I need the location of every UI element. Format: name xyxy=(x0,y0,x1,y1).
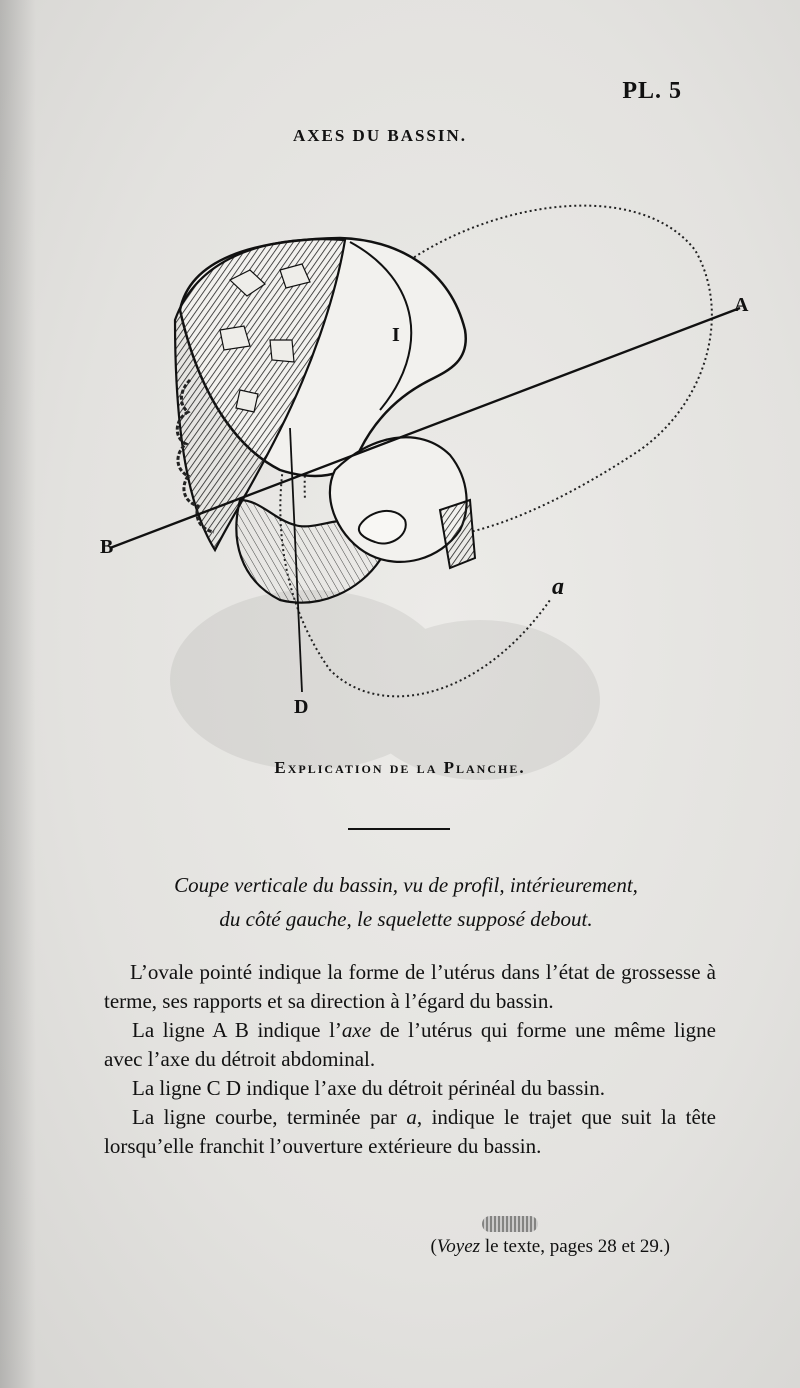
explanation-body xyxy=(104,958,716,1161)
label-b: B xyxy=(100,536,114,558)
figure-caption xyxy=(96,868,716,936)
reference-open: ( xyxy=(430,1236,437,1257)
caption-line-2: du côté gauche, le squelette supposé debout. xyxy=(219,907,593,931)
p4-text-after: , indique le trajet que suit la tête lorsqu’elle franchit l’ouverture extérieure du bassin. xyxy=(104,1105,716,1158)
label-d: D xyxy=(294,696,309,718)
label-a-upper: A xyxy=(734,294,749,316)
label-i: I xyxy=(392,324,400,346)
plate-title: AXES DU BASSIN. xyxy=(292,126,468,145)
p4-text-before: La ligne courbe, terminée par xyxy=(132,1105,407,1129)
paragraph-line-cd: La ligne C D indique l’axe du détroit périnéal du bassin. xyxy=(132,1076,605,1100)
page-reference xyxy=(430,1236,670,1258)
label-a-lower: a xyxy=(552,574,564,600)
divider-rule xyxy=(348,828,450,830)
pelvis-illustration xyxy=(80,180,780,740)
p2-text-italic: axe xyxy=(341,1018,372,1042)
paragraph-line-ab xyxy=(104,1016,716,1074)
pubic-symphysis xyxy=(440,500,475,568)
p4-text-italic: a xyxy=(406,1105,417,1129)
ink-smudge xyxy=(482,1216,538,1232)
pelvis-figure xyxy=(80,180,780,740)
paragraph-curve-line xyxy=(104,1103,716,1161)
page-edge-shadow xyxy=(0,0,36,1388)
caption-line-1: Coupe verticale du bassin, vu de profil, intérieurement, xyxy=(174,873,638,897)
reference-italic: Voyez xyxy=(436,1236,481,1257)
paragraph-uterus-oval: L’ovale pointé indique la forme de l’utérus dans l’état de grossesse à terme, ses rapports et sa direction à l’égard du bassin. xyxy=(104,960,716,1013)
p2-text-after: de l’utérus qui forme une même ligne avec l’axe du détroit abdominal. xyxy=(104,1018,716,1071)
reference-rest: le texte, pages 28 et 29.) xyxy=(480,1236,670,1257)
plate-number: PL. 5 xyxy=(622,78,682,104)
explanation-heading: Explication de la Planche. xyxy=(274,758,526,777)
p2-text-before: La ligne A B indique l’ xyxy=(132,1018,342,1042)
